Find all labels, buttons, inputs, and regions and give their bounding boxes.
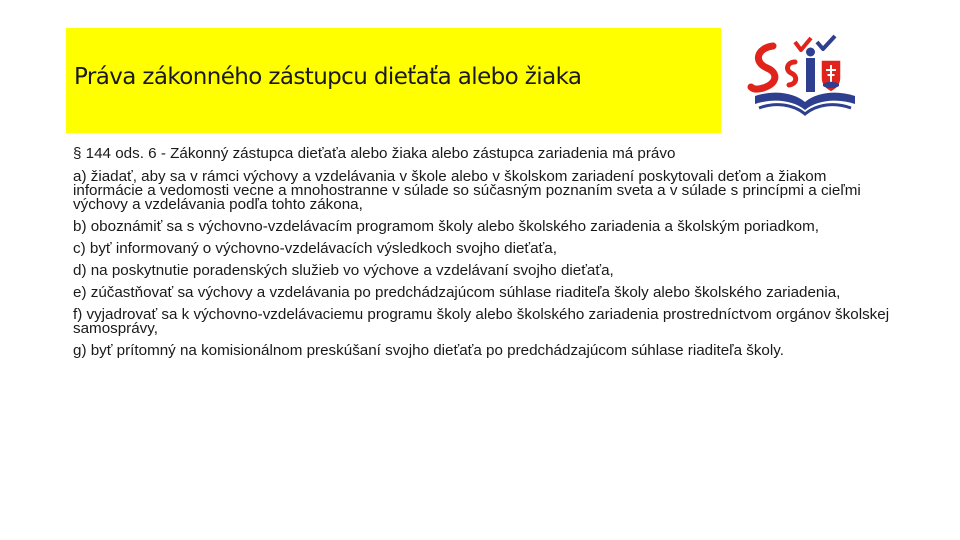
list-item-d: d) na poskytnutie poradenských služieb vo výchove a vzdelávaní svojho dieťaťa, [73, 262, 614, 279]
list-item-c: c) byť informovaný o výchovno-vzdelávacích výsledkoch svojho dieťaťa, [73, 240, 557, 257]
content [73, 147, 891, 366]
intro-paragraph: § 144 ods. 6 - Zákonný zástupca dieťaťa alebo žiaka alebo zástupca zariadenia má právo [73, 145, 676, 162]
list-item-e: e) zúčastňovať sa výchovy a vzdelávania po predchádzajúcom súhlase riaditeľa školy alebo školského zariadenia, [73, 284, 841, 301]
title-bar [66, 28, 894, 133]
list-item-g: g) byť prítomný na komisionálnom preskúšaní svojho dieťaťa po predchádzajúcom súhlase riaditeľa školy. [73, 342, 784, 359]
sski-logo-icon [743, 32, 873, 128]
slide-title: Práva zákonného zástupcu dieťaťa alebo žiaka [74, 64, 582, 90]
list-item-b: b) oboznámiť sa s výchovno-vzdelávacím programom školy alebo školského zariadenia a školským poriadkom, [73, 218, 819, 235]
logo [721, 28, 894, 133]
list-item-f: f) vyjadrovať sa k výchovno-vzdelávaciemu programu školy alebo školského zariadenia prostredníctvom orgánov školskej samosprávy, [73, 306, 890, 337]
list-item-a: a) žiadať, aby sa v rámci výchovy a vzdelávania v škole alebo v školskom zariadení poskytovali deťom a žiakom informácie a vedomosti vecne a mnohostranne v súlade so súčasným poznaním sveta a v súlade s princípmi a cieľmi výchovy a vzdelávania podľa tohto zákona, [73, 168, 861, 213]
